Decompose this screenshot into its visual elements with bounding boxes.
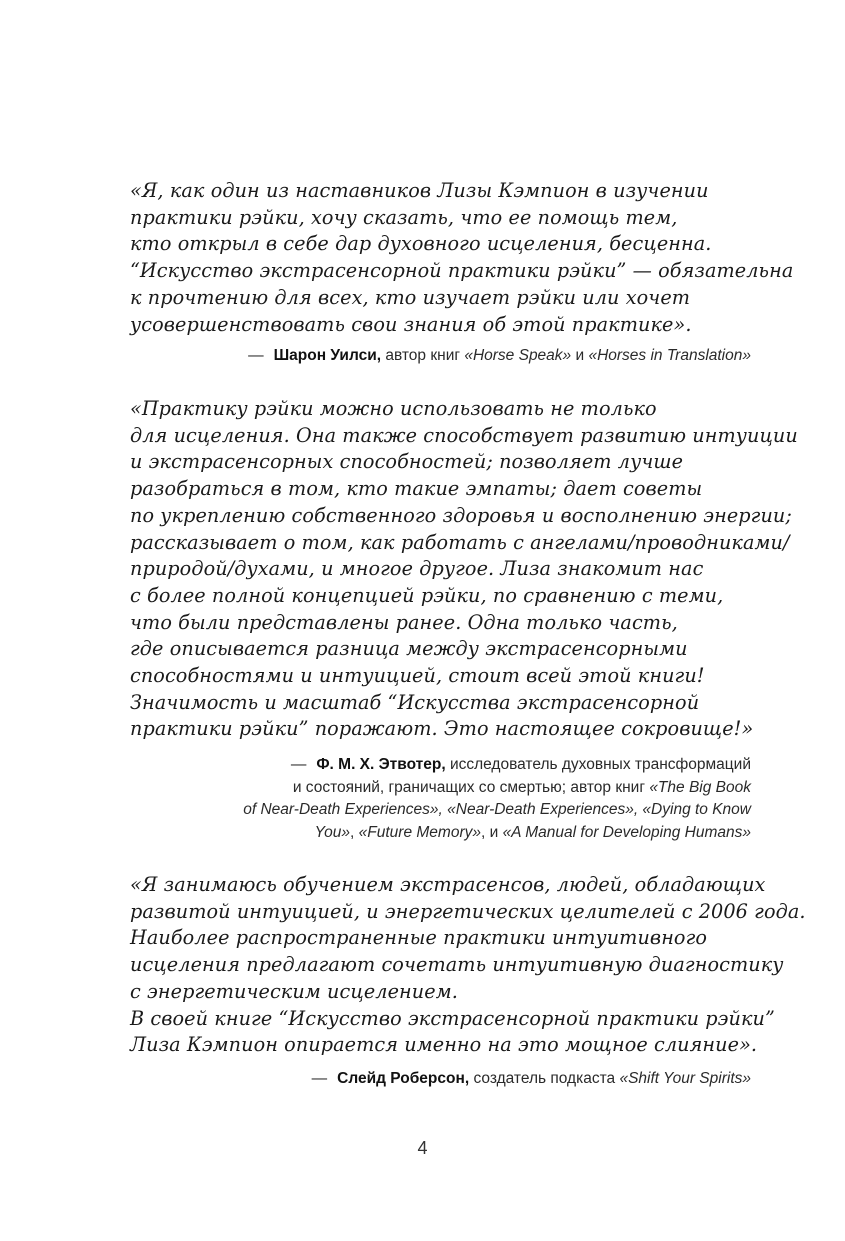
- attribution-line: [111, 754, 751, 777]
- quote-line: рассказывает о том, как работать с ангелами/проводниками/: [130, 530, 790, 554]
- author-name: Шарон Уилси,: [273, 347, 382, 364]
- quote-line: усовершенствовать свои знания об этой практике».: [130, 312, 692, 336]
- attribution-text: автор книг: [381, 347, 465, 364]
- author-name: Ф. М. Х. Этвотер,: [316, 756, 446, 773]
- attribution-text: ,: [350, 824, 359, 842]
- quote-line: «Я, как один из наставников Лизы Кэмпион в изучении: [130, 179, 709, 202]
- attribution-dash: —: [248, 347, 264, 364]
- author-name: Слейд Роберсон,: [337, 1070, 470, 1087]
- quote-line: Значимость и масштаб “Искусства экстрасенсорной: [130, 690, 700, 714]
- quote-line: Лиза Кэмпион опирается именно на это мощное слияние».: [130, 1033, 758, 1057]
- book-title: «The Big Book: [649, 778, 751, 796]
- attribution-dash: —: [311, 1070, 328, 1087]
- quote-line: природой/духами, и многое другое. Лиза знакомит нас: [130, 557, 704, 581]
- quote-line: практики рэйки, хочу сказать, что ее помощь тем,: [130, 205, 678, 229]
- attribution-2: [111, 754, 751, 845]
- quote-block-3: [130, 872, 806, 1059]
- quote-line: где описывается разница между экстрасенсорными: [130, 637, 688, 661]
- quote-line: развитой интуицией, и энергетических целителей с 2006 года.: [130, 899, 806, 923]
- attribution-line: [111, 822, 751, 845]
- attribution-3: [111, 1068, 751, 1091]
- book-title: You»: [314, 824, 351, 842]
- book-title: «Horse Speak»: [464, 347, 572, 364]
- attribution-text: и состояний, граничащих со смертью; автор книг: [292, 778, 650, 796]
- quote-line: кто открыл в себе дар духовного исцеления, бесценна.: [130, 232, 712, 256]
- attribution-text: и: [571, 347, 589, 364]
- attribution-line: [111, 1068, 751, 1091]
- quote-line: Наиболее распространенные практики интуитивного: [130, 926, 708, 950]
- page-number: 4: [417, 1138, 428, 1158]
- quote-line: с более полной концепцией рэйки, по сравнению с теми,: [130, 583, 724, 607]
- book-title: of Near-Death Experiences», «Near-Death Experiences», «Dying to Know: [243, 801, 751, 819]
- quote-line: для исцеления. Она также способствует развитию интуиции: [130, 423, 798, 447]
- book-title: «Future Memory»: [358, 824, 481, 842]
- attribution-text: создатель подкаста: [469, 1070, 620, 1087]
- attribution-text: , и: [480, 824, 503, 842]
- quote-line: “Искусство экстрасенсорной практики рэйки” — обязательна: [130, 259, 794, 283]
- quote-line: с энергетическим исцелением.: [130, 979, 458, 1003]
- attribution-dash: —: [290, 756, 307, 773]
- attribution-1: [111, 345, 751, 368]
- quote-line: «Я занимаюсь обучением экстрасенсов, людей, обладающих: [130, 873, 766, 896]
- book-title: «Shift Your Spirits»: [619, 1070, 751, 1087]
- quote-block-1: [130, 178, 794, 338]
- attribution-line: [111, 777, 751, 800]
- quote-line: разобраться в том, кто такие эмпаты; дает советы: [130, 477, 703, 501]
- quote-line: по укреплению собственного здоровья и восполнению энергии;: [130, 503, 792, 527]
- attribution-text: исследователь духовных трансформаций: [445, 756, 751, 773]
- quote-line: к прочтению для всех, кто изучает рэйки или хочет: [130, 285, 691, 309]
- quote-line: и экстрасенсорных способностей; позволяет лучше: [130, 450, 684, 474]
- attribution-line: [111, 345, 751, 368]
- quote-block-2: [130, 396, 798, 743]
- quote-line: В своей книге “Искусство экстрасенсорной практики рэйки”: [130, 1006, 775, 1030]
- book-title: «A Manual for Developing Humans»: [502, 824, 751, 842]
- book-title: «Horses in Translation»: [588, 347, 751, 364]
- quote-line: что были представлены ранее. Одна только часть,: [130, 610, 678, 634]
- quote-line: способностями и интуицией, стоит всей этой книги!: [130, 664, 705, 688]
- quote-line: практики рэйки” поражают. Это настоящее сокровище!»: [130, 717, 754, 741]
- quote-line: исцеления предлагают сочетать интуитивную диагностику: [130, 953, 784, 977]
- quote-line: «Практику рэйки можно использовать не только: [130, 397, 657, 420]
